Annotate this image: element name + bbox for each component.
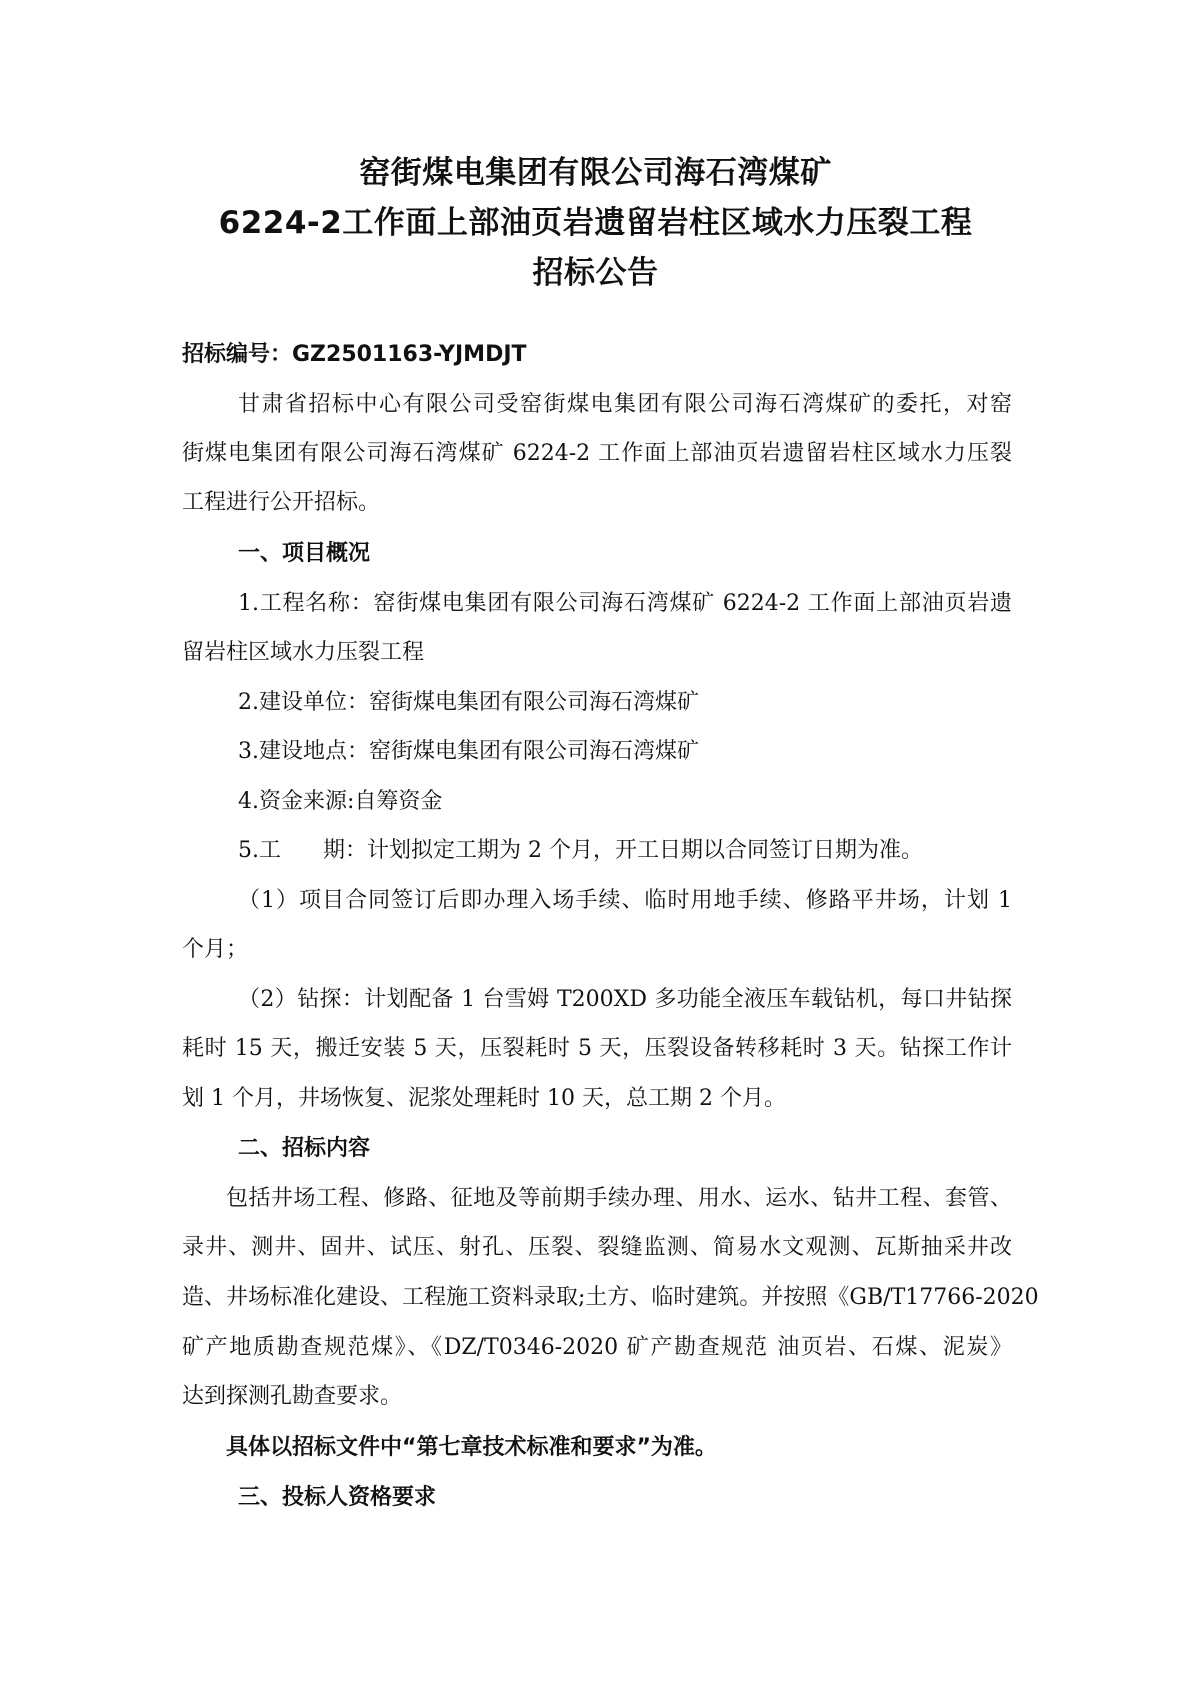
sub-2-line-2: 耗时 15 天，搬迁安装 5 天，压裂耗时 5 天，压裂设备转移耗时 3 天。钻探工作计 bbox=[182, 1036, 1012, 1061]
item-2: 2.建设单位：窑街煤电集团有限公司海石湾煤矿 bbox=[238, 690, 699, 715]
scope-line-1: 包括井场工程、修路、征地及等前期手续办理、用水、运水、钻井工程、套管、 bbox=[226, 1186, 1012, 1211]
section-3-heading: 三、投标人资格要求 bbox=[238, 1485, 437, 1510]
scope-line-2: 录井、测井、固井、试压、射孔、压裂、裂缝监测、简易水文观测、瓦斯抽采井改 bbox=[182, 1235, 1012, 1260]
title-line-2: 6224-2工作面上部油页岩遗留岩柱区域水力压裂工程 bbox=[218, 205, 973, 241]
intro-line-1: 甘肃省招标中心有限公司受窑街煤电集团有限公司海石湾煤矿的委托，对窑 bbox=[238, 392, 1012, 417]
sub-1-line-2: 个月； bbox=[182, 937, 249, 962]
bid-number: 招标编号：GZ2501163-YJMDJT bbox=[182, 342, 527, 367]
title-line-1: 窑街煤电集团有限公司海石湾煤矿 bbox=[359, 155, 832, 191]
title-line-3: 招标公告 bbox=[532, 255, 659, 291]
item-4: 4.资金来源:自筹资金 bbox=[238, 789, 443, 814]
scope-line-3: 造、井场标准化建设、工程施工资料录取;土方、临时建筑。并按照《GB/T17766-2020 bbox=[182, 1285, 1039, 1310]
item-5 bbox=[238, 836, 1068, 866]
item-1-line-1: 1.工程名称：窑街煤电集团有限公司海石湾煤矿 6224-2 工作面上部油页岩遗 bbox=[238, 591, 1012, 616]
sub-1-line-1: （1）项目合同签订后即办理入场手续、临时用地手续、修路平井场，计划 1 bbox=[238, 888, 1012, 913]
intro-line-3: 工程进行公开招标。 bbox=[182, 490, 381, 515]
item-1-line-2: 留岩柱区域水力压裂工程 bbox=[182, 640, 425, 665]
sub-2-line-1: （2）钻探：计划配备 1 台雪姆 T200XD 多功能全液压车载钻机，每口井钻探 bbox=[238, 987, 1012, 1012]
scope-line-5: 达到探测孔勘查要求。 bbox=[182, 1384, 403, 1409]
sub-2-line-3: 划 1 个月，井场恢复、泥浆处理耗时 10 天，总工期 2 个月。 bbox=[182, 1086, 786, 1111]
item-5-label: 5.工 bbox=[238, 838, 281, 863]
section-2-heading: 二、招标内容 bbox=[238, 1136, 371, 1161]
scope-note: 具体以招标文件中“第七章技术标准和要求”为准。 bbox=[226, 1435, 717, 1460]
section-1-heading: 一、项目概况 bbox=[238, 541, 371, 566]
item-5-text: 期：计划拟定工期为 2 个月，开工日期以合同签订日期为准。 bbox=[323, 838, 923, 863]
scope-line-4: 矿产地质勘查规范煤》、《DZ/T0346-2020 矿产勘查规范 油页岩、石煤、泥炭》 bbox=[182, 1335, 1012, 1360]
item-3: 3.建设地点：窑街煤电集团有限公司海石湾煤矿 bbox=[238, 739, 699, 764]
intro-line-2: 街煤电集团有限公司海石湾煤矿 6224-2 工作面上部油页岩遗留岩柱区域水力压裂 bbox=[182, 441, 1012, 466]
